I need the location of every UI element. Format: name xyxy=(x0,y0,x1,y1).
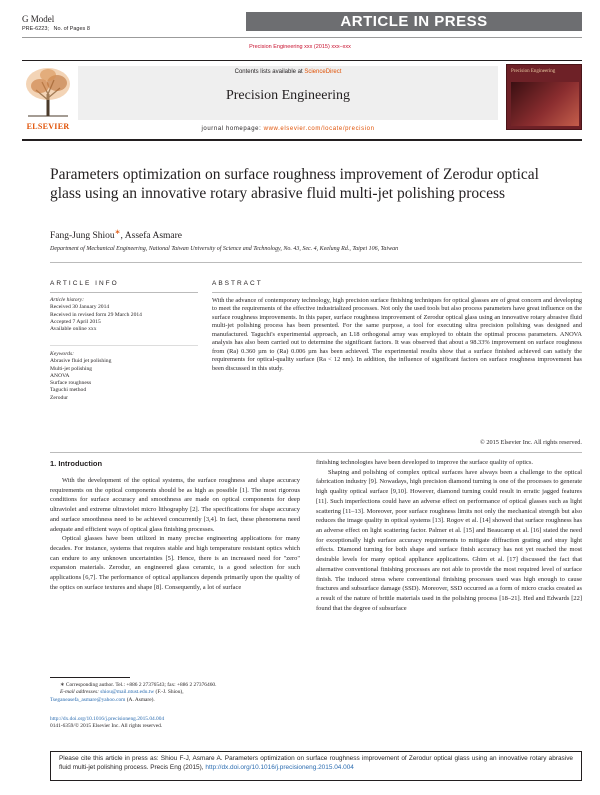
homepage-link[interactable]: www.elsevier.com/locate/precision xyxy=(263,126,375,132)
cover-title: Precision Engineering xyxy=(511,69,556,74)
keyword: Abrasive fluid jet polishing xyxy=(50,358,112,365)
divider xyxy=(50,262,582,263)
keyword: Taguchi method xyxy=(50,387,87,394)
divider xyxy=(50,292,198,293)
issn-line: 0141-6359/© 2015 Elsevier Inc. All rights reserved. xyxy=(50,723,163,730)
corresponding-author-note: Corresponding author. Tel.: +886 2 27376543; fax: +886 2 27376460. xyxy=(65,682,217,688)
footnote-mark: ∗ xyxy=(60,682,65,688)
divider xyxy=(50,452,582,453)
history-item: Available online xxx xyxy=(50,326,97,333)
divider xyxy=(50,345,198,346)
copyright-notice: © 2015 Elsevier Inc. All rights reserved. xyxy=(479,439,582,446)
abstract-heading: ABSTRACT xyxy=(212,280,263,287)
divider xyxy=(22,60,582,61)
publisher-name: ELSEVIER xyxy=(26,122,70,131)
email-owner: (A. Asmare). xyxy=(126,696,155,703)
email-link[interactable]: shiou@mail.ntust.edu.tw xyxy=(100,689,155,696)
keyword: Multi-jet polishing xyxy=(50,365,93,372)
cover-image xyxy=(511,82,579,126)
history-item: Accepted 7 April 2015 xyxy=(50,318,101,325)
article-history xyxy=(50,297,198,333)
paragraph: finishing technologies have been developed to improve the surface quality of optics. xyxy=(316,459,534,466)
article-info-heading: ARTICLE INFO xyxy=(50,280,119,287)
section-heading: 1. Introduction xyxy=(50,459,103,468)
elsevier-tree-logo xyxy=(22,64,74,130)
page-count: No. of Pages 8 xyxy=(53,26,90,32)
email-owner: (F.-J. Shiou), xyxy=(155,689,184,696)
journal-title: Precision Engineering xyxy=(225,88,351,103)
corresponding-author-mark[interactable]: ∗ xyxy=(114,228,121,236)
email-label: E-mail addresses: xyxy=(60,689,99,696)
paragraph: With the development of the optical systems, the surface roughness and shape accuracy requirements on the optical components should be as high as possible [1]. The most rigorous conditions for surface accuracy and smoothness are made on optical components for deep ultraviolet and extreme ultraviolet micro lithography [2]. The specifications for shape accuracy and surface smoothness need to be achieved concurrently [3,4]. In fact, these phenomena need adequate and efficient ways of optical glass finishing processes. xyxy=(50,477,300,533)
article-title: Parameters optimization on surface roughness improvement of Zerodur optical glass using an innovative rotary abrasive fluid multi-jet polishing process xyxy=(50,166,539,202)
journal-homepage xyxy=(78,126,498,132)
article-in-press-banner: ARTICLE IN PRESS xyxy=(246,12,582,31)
history-label: Article history: xyxy=(50,297,85,303)
gmodel-label: G Model xyxy=(22,14,55,24)
doi-link[interactable]: http://dx.doi.org/10.1016/j.precisioneng.2015.04.004 xyxy=(50,716,165,722)
tree-icon xyxy=(22,64,74,120)
divider xyxy=(22,37,582,38)
divider xyxy=(22,139,582,141)
contents-line xyxy=(78,69,498,75)
authors xyxy=(50,228,182,241)
right-column xyxy=(316,458,582,614)
sciencedirect-link[interactable]: ScienceDirect xyxy=(304,69,342,75)
citation-text: Please cite this article in press as: Shiou F-J, Asmare A. Parameters optimization on surface roughness improvement of Zerodur optical glass using an innovative rotary abrasive fluid multi-jet polishing process. Precis Eng (2015), xyxy=(59,755,573,771)
citation-box xyxy=(50,751,582,781)
keyword: Surface roughness xyxy=(50,380,92,387)
journal-cover-thumbnail xyxy=(506,64,582,130)
ref-code: PRE-6223; xyxy=(22,26,49,32)
author-name[interactable]: Fang-Jung Shiou xyxy=(50,231,115,242)
history-item: Received 30 January 2014 xyxy=(50,304,110,311)
divider xyxy=(212,292,582,293)
keywords-label: Keywords: xyxy=(50,351,75,357)
paragraph: Optical glasses have been utilized in many precise engineering applications for many decades. For instance, systems that requires stable and high temperature resistant optics which can endure to any unknown uncertainties [5]. Hence, there is an increased need for "zero" expansion materials. Zerodur, an engineered glass ceramic, is a good selection for such applications [6,7]. The performance of optical appliances depends primarily upon the quality of the optics on surface textures and shape [8]. Consequently, a lot of surface xyxy=(50,535,300,591)
citation-doi-link[interactable]: http://dx.doi.org/10.1016/j.precisioneng.2015.04.004 xyxy=(205,763,354,771)
doi-block xyxy=(50,716,300,731)
left-column xyxy=(50,476,300,593)
keyword: Zerodur xyxy=(50,394,69,401)
keywords xyxy=(50,351,198,402)
homepage-prefix: journal homepage: xyxy=(201,126,262,132)
affiliation: Department of Mechanical Engineering, National Taiwan University of Science and Technology, No. 43, Sec. 4, Keelung Rd., Taipei 106, Taiwan xyxy=(50,246,399,252)
journal-citation-line[interactable]: Precision Engineering xxx (2015) xxx–xxx xyxy=(249,44,351,50)
keyword: ANOVA xyxy=(50,372,70,379)
history-item: Received in revised form 29 March 2014 xyxy=(50,311,142,318)
article-meta xyxy=(22,14,90,32)
email-link[interactable]: Tseganeasefa_asmare@yahoo.com xyxy=(50,696,126,703)
author-name[interactable]: , Assefa Asmare xyxy=(120,231,183,242)
abstract-text: With the advance of contemporary technology, high precision surface finishing techniques for optical glasses are of great concern and developing to meet the requirements of the effective industrialized processes. Not only the used tools but also process parameters have great influence on the surface roughness improvements. In this paper, surface roughness improvement of Zerodur optical glass using an innovative rotary abrasive fluid multi-jet polishing process has been presented. For the same purpose, a tool for executing ultra precision polishing was designed and manufactured. Taguchi's experimental approach, an L18 orthogonal array was employed to obtain the optimal process parameters. ANOVA analysis has also been carried out to determine the significant factors. It was observed that about a 98.33% improvement on surface roughness from (Ra) 0.360 µm to (Ra) 0.006 µm has been achieved. The experimental results show that a surface finished achieved can satisfy the requirements for optical-quality surface (Ra < 12 nm). In addition, the influence of significant factors on surface roughness improvement has been discussed in this study. xyxy=(212,297,582,372)
footnote xyxy=(50,682,300,704)
contents-prefix: Contents lists available at xyxy=(234,69,303,75)
footnote-divider xyxy=(50,677,130,678)
paragraph: Shaping and polishing of complex optical surfaces have always been a challenge to the optical fabrication industry [9]. Nowadays, high precision diamond turning is one of the processes to generate high quality optical surface [9,10]. However, diamond turning could result in erratic jagged features [11]. Such imperfections could have an adverse effect on performance of optical glasses such as light scattering [11–13]. Moreover, poor surface roughness limits not only the mechanical strength but also reduces the image quality in optical systems [13]. Rogov et al. [14] showed that surface roughness has an adverse effect on light scattering factor. Palmer et al. [15] and Beaucamp et al. [16] stated the need for exceptionally high surface accuracy requirements to mitigate diffraction grating and stray light effects. Diamond turning for both shape and surface finish accuracy has not yet reached the most desirable levels for many optical appliance applications. Ghim et al. [17] discussed the fact that alternative conventional finishing processes are not able to provide the most required level of surface finish. The induced stress where conventional finishing processes used was high enough to cause fractures and subsurface damage (SSD). Moreover, SSD occurred as a form of micro cracks created as a result of the nature of brittle materials used in the polishing process [18–21]. Hed and Edwards [22] found that the degree of subsurface xyxy=(316,468,582,612)
